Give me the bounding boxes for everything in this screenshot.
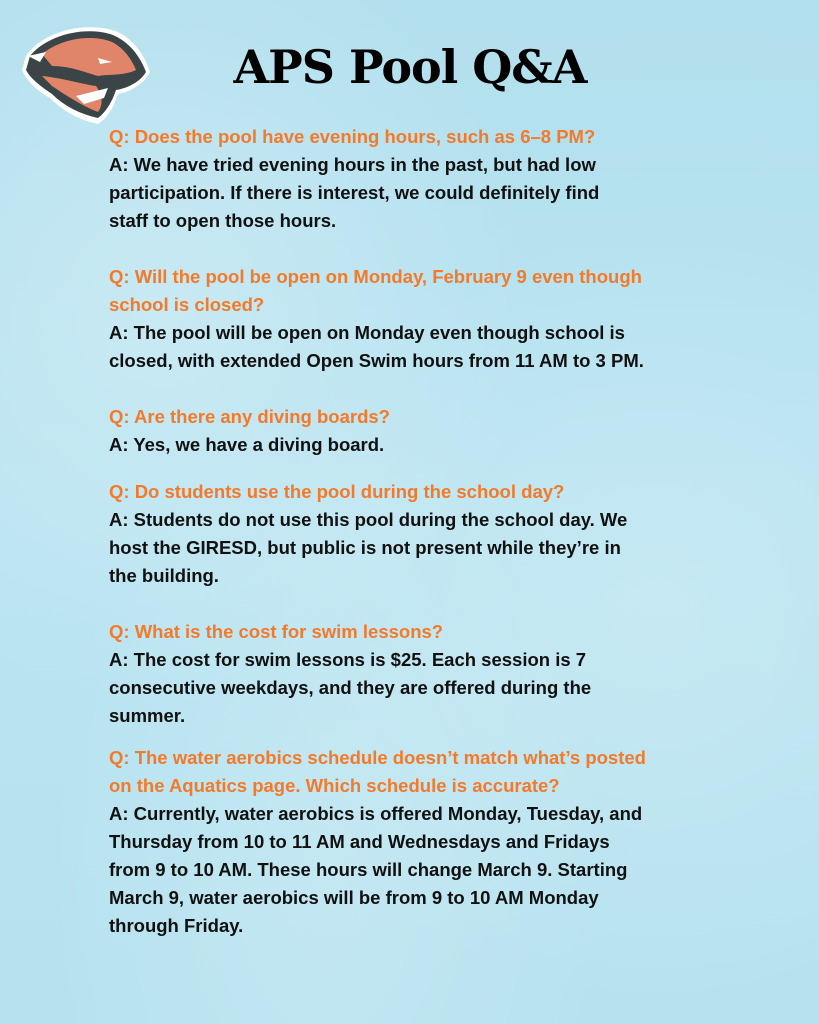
answer-text: A: Students do not use this pool during the school day. We [109,509,628,530]
question-text: Q: Will the pool be open on Monday, February 9 even though [109,266,642,287]
question-text: Q: Are there any diving boards? [109,406,390,427]
question-text: Q: What is the cost for swim lessons? [109,621,444,642]
question-text: Q: The water aerobics schedule doesn’t match what’s posted [109,747,646,768]
qa-item [109,618,809,730]
answer-text: participation. If there is interest, we could definitely find [109,182,600,203]
answer-text: A: The pool will be open on Monday even though school is [109,322,625,343]
question-text: Q: Do students use the pool during the school day? [109,481,565,502]
answer-text: A: Currently, water aerobics is offered Monday, Tuesday, and [109,803,643,824]
answer-text: summer. [109,705,186,726]
qa-item [109,478,809,590]
answer-text: the building. [109,565,219,586]
question-text: school is closed? [109,294,265,315]
answer-text: A: We have tried evening hours in the past, but had low [109,154,596,175]
qa-item [109,123,809,235]
answer-text: A: The cost for swim lessons is $25. Each session is 7 [109,649,587,670]
answer-text: A: Yes, we have a diving board. [109,434,385,455]
answer-text: through Friday. [109,915,244,936]
answer-text: closed, with extended Open Swim hours from 11 AM to 3 PM. [109,350,644,371]
panther-logo [12,14,152,126]
qa-item [109,744,809,940]
page-title: APS Pool Q&A [233,40,587,94]
question-text: Q: Does the pool have evening hours, such as 6–8 PM? [109,126,596,147]
answer-text: consecutive weekdays, and they are offered during the [109,677,592,698]
qa-item [109,263,809,375]
answer-text: March 9, water aerobics will be from 9 to 10 AM Monday [109,887,599,908]
answer-text: staff to open those hours. [109,210,337,231]
qa-item [109,403,809,459]
answer-text: Thursday from 10 to 11 AM and Wednesdays and Fridays [109,831,610,852]
answer-text: host the GIRESD, but public is not present while they’re in [109,537,621,558]
answer-text: from 9 to 10 AM. These hours will change March 9. Starting [109,859,628,880]
question-text: on the Aquatics page. Which schedule is accurate? [109,775,560,796]
